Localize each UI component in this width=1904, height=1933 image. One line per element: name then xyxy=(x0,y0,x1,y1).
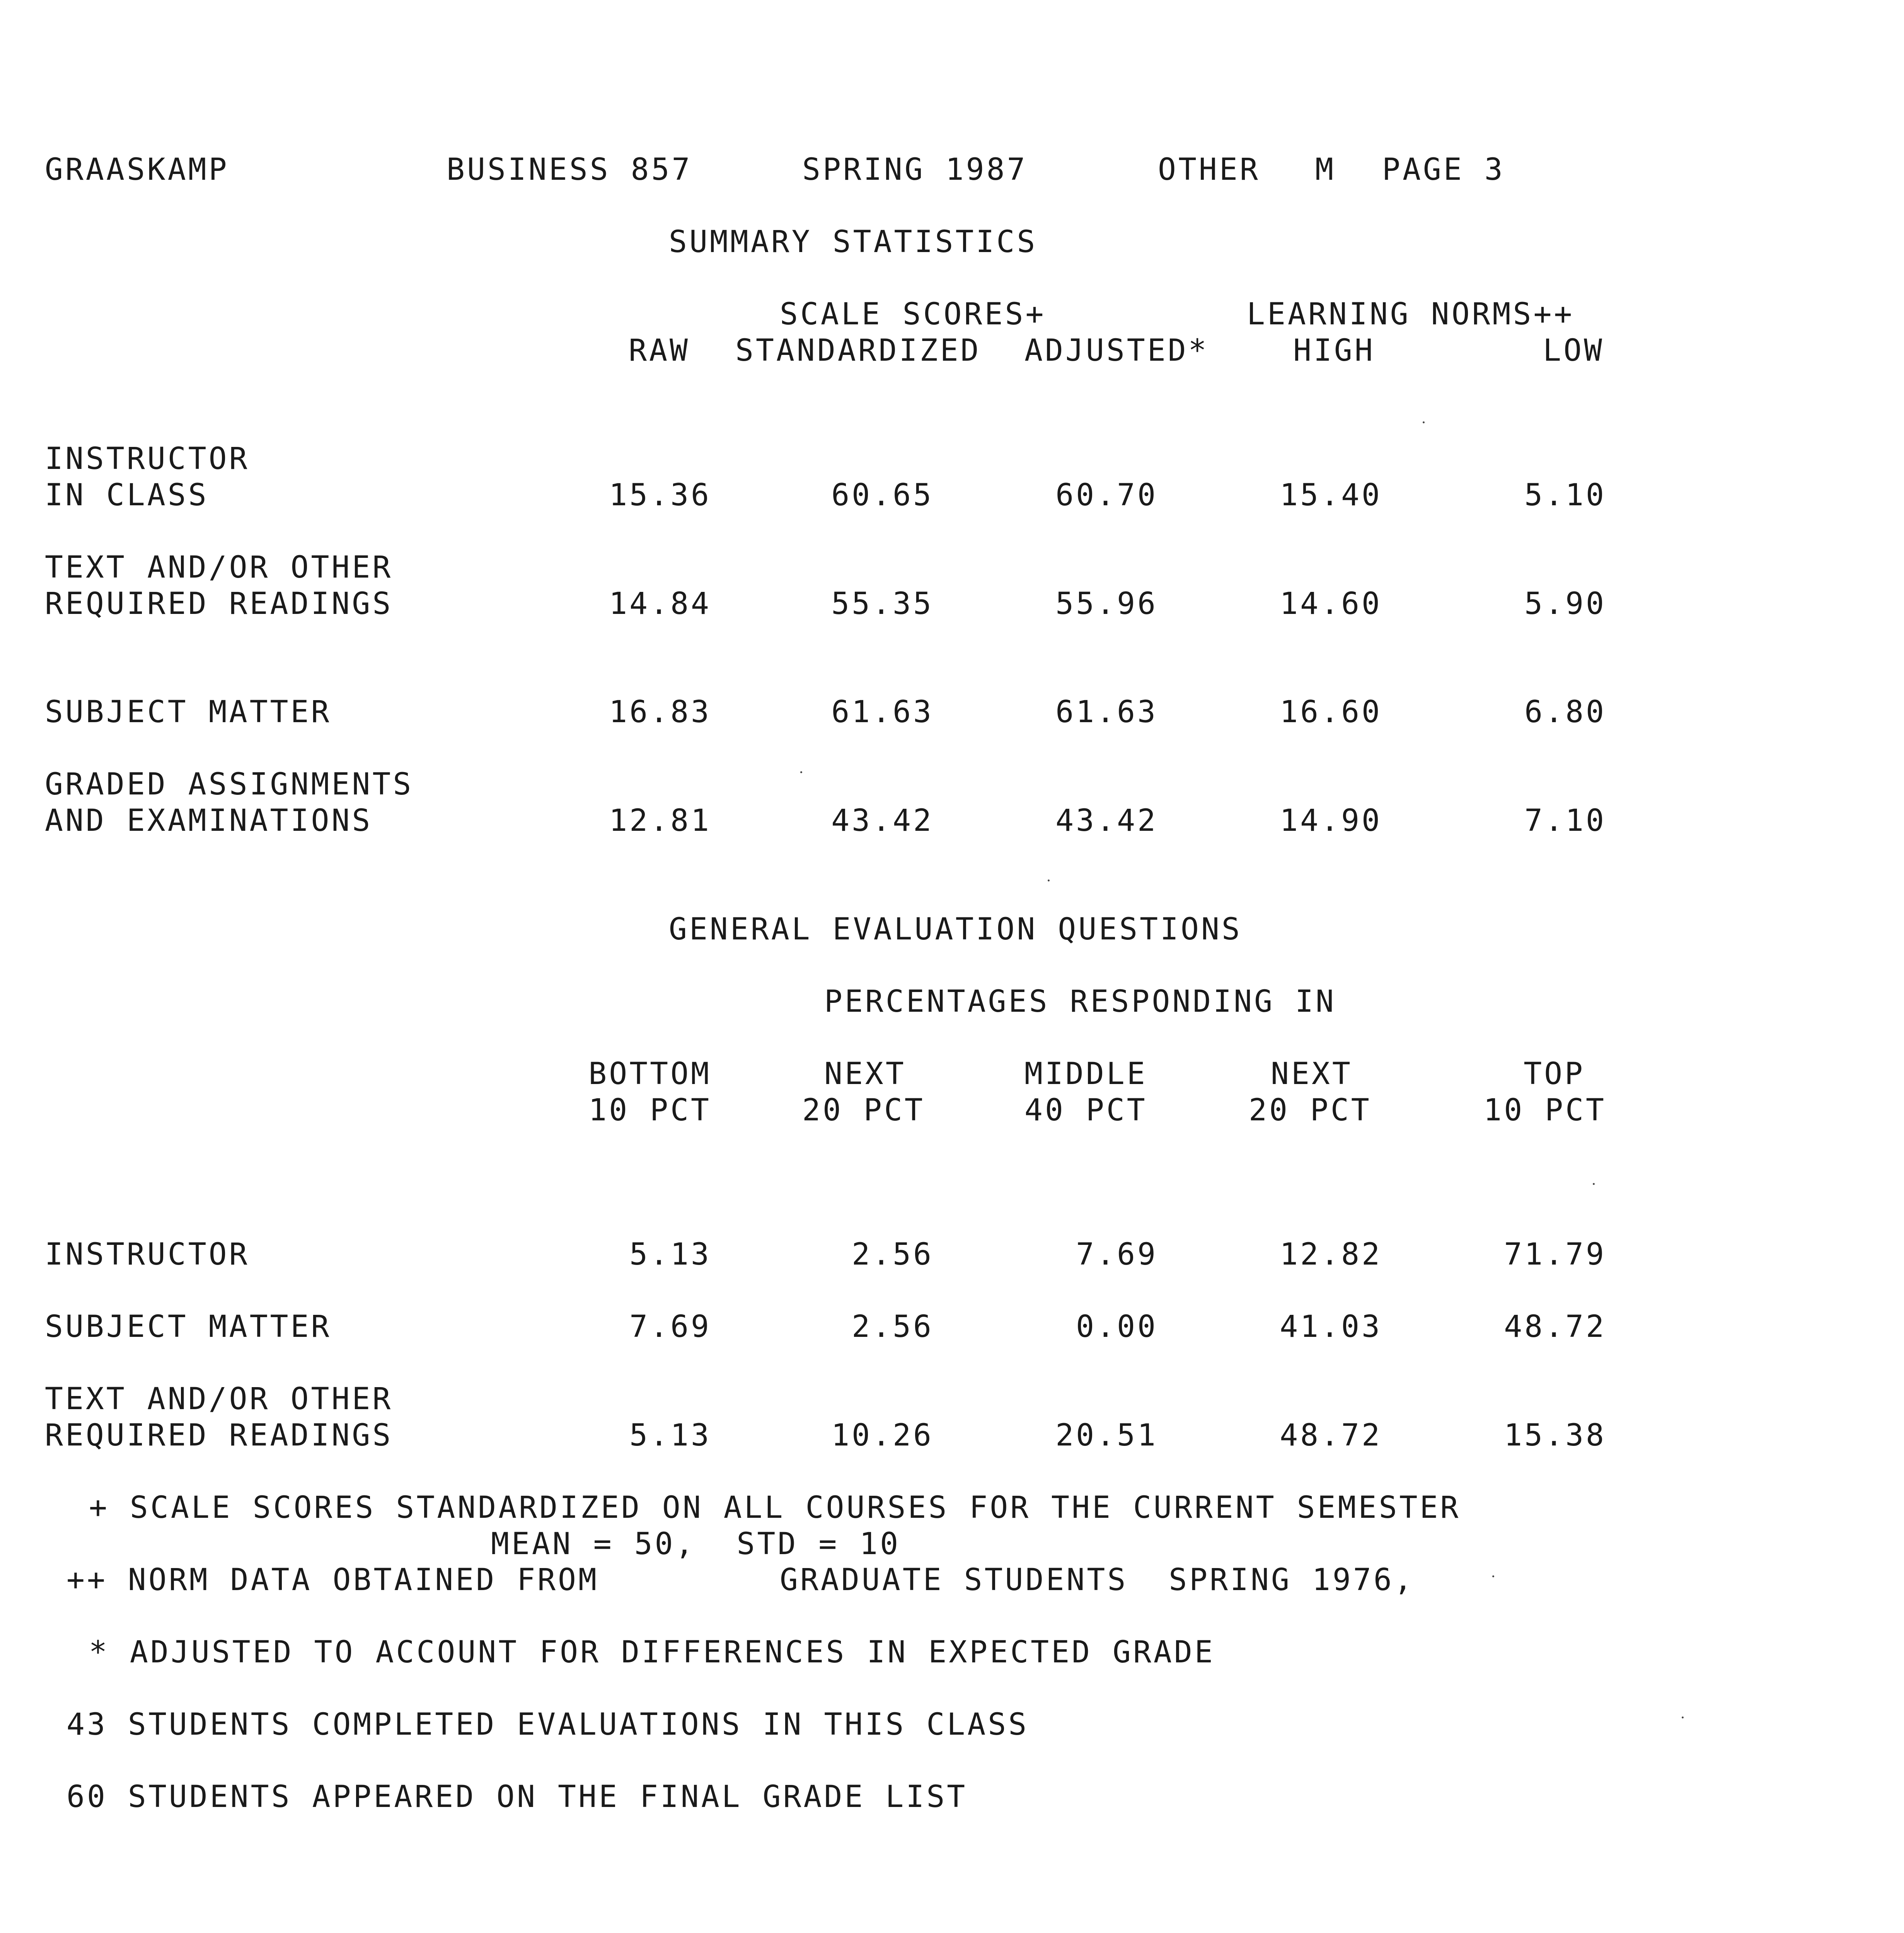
general-subtitle: PERCENTAGES RESPONDING IN xyxy=(824,984,1336,1019)
general-row-label: SUBJECT MATTER xyxy=(45,1309,332,1344)
general-value: 12.82 xyxy=(1280,1237,1382,1272)
general-value: 48.72 xyxy=(1280,1418,1382,1453)
general-value: 5.13 xyxy=(629,1237,711,1272)
summary-value: 15.36 xyxy=(609,478,711,513)
summary-row-label: TEXT AND/OR OTHER xyxy=(45,550,393,585)
scan-speck xyxy=(1423,421,1425,423)
summary-value: 61.63 xyxy=(1055,695,1158,730)
summary-title: SUMMARY STATISTICS xyxy=(669,225,1038,259)
scale-scores-group-header: SCALE SCORES+ xyxy=(780,297,1046,332)
summary-row-label: INSTRUCTOR xyxy=(45,441,250,476)
general-value: 20.51 xyxy=(1055,1418,1158,1453)
general-value: 48.72 xyxy=(1504,1309,1606,1344)
code: M xyxy=(1315,152,1336,187)
scan-speck xyxy=(1682,1717,1684,1718)
summary-value: 16.60 xyxy=(1280,695,1382,730)
summary-value: 60.65 xyxy=(831,478,934,513)
scan-speck xyxy=(1048,880,1050,881)
general-row-label: TEXT AND/OR OTHER xyxy=(45,1382,393,1417)
col-header-top: TOP xyxy=(1524,1057,1585,1091)
scan-speck xyxy=(800,771,802,773)
general-value: 2.56 xyxy=(852,1309,934,1344)
summary-row-label: AND EXAMINATIONS xyxy=(45,803,373,838)
general-value: 7.69 xyxy=(629,1309,711,1344)
general-value: 41.03 xyxy=(1280,1309,1382,1344)
col-header-next-upper: NEXT xyxy=(1271,1057,1353,1091)
summary-value: 7.10 xyxy=(1524,803,1606,838)
col-header-next-lower: 20 PCT xyxy=(802,1093,925,1128)
scan-speck xyxy=(1593,1183,1595,1185)
general-value: 2.56 xyxy=(852,1237,934,1272)
course-number: BUSINESS 857 xyxy=(447,152,692,187)
summary-value: 12.81 xyxy=(609,803,711,838)
general-value: 7.69 xyxy=(1076,1237,1158,1272)
category: OTHER xyxy=(1158,152,1260,187)
col-header-bottom: 10 PCT xyxy=(588,1093,711,1128)
norm-footnote-source: GRADUATE STUDENTS SPRING 1976, xyxy=(780,1563,1415,1597)
summary-value: 60.70 xyxy=(1055,478,1158,513)
summary-value: 16.83 xyxy=(609,695,711,730)
summary-row-label: REQUIRED READINGS xyxy=(45,586,393,621)
norm-footnote: ++ NORM DATA OBTAINED FROM xyxy=(66,1563,599,1597)
summary-row-label: SUBJECT MATTER xyxy=(45,695,332,730)
col-header-bottom: BOTTOM xyxy=(588,1057,711,1091)
col-header-raw: RAW xyxy=(629,333,690,368)
general-value: 71.79 xyxy=(1504,1237,1606,1272)
general-value: 0.00 xyxy=(1076,1309,1158,1344)
col-header-middle: MIDDLE xyxy=(1024,1057,1147,1091)
summary-value: 15.40 xyxy=(1280,478,1382,513)
col-header-next-lower: NEXT xyxy=(824,1057,906,1091)
summary-row-label: IN CLASS xyxy=(45,478,209,513)
summary-value: 14.84 xyxy=(609,586,711,621)
col-header-middle: 40 PCT xyxy=(1024,1093,1147,1128)
scale-footnote: + SCALE SCORES STANDARDIZED ON ALL COURSES FOR THE CURRENT SEMESTER xyxy=(89,1490,1461,1525)
appeared-count: 60 STUDENTS APPEARED ON THE FINAL GRADE LIST xyxy=(66,1780,968,1814)
adjusted-footnote: * ADJUSTED TO ACCOUNT FOR DIFFERENCES IN EXPECTED GRADE xyxy=(89,1635,1215,1670)
summary-row-label: GRADED ASSIGNMENTS xyxy=(45,767,414,802)
general-row-label: INSTRUCTOR xyxy=(45,1237,250,1272)
scale-footnote-stats: MEAN = 50, STD = 10 xyxy=(491,1527,901,1561)
general-value: 10.26 xyxy=(831,1418,934,1453)
summary-value: 5.90 xyxy=(1524,586,1606,621)
general-row-label: REQUIRED READINGS xyxy=(45,1418,393,1453)
col-header-top: 10 PCT xyxy=(1483,1093,1606,1128)
summary-value: 5.10 xyxy=(1524,478,1606,513)
col-header-low: LOW xyxy=(1543,333,1604,368)
general-title: GENERAL EVALUATION QUESTIONS xyxy=(669,912,1242,947)
summary-value: 6.80 xyxy=(1524,695,1606,730)
col-header-adjusted: ADJUSTED* xyxy=(1024,333,1209,368)
col-header-standardized: STANDARDIZED xyxy=(735,333,981,368)
completed-count: 43 STUDENTS COMPLETED EVALUATIONS IN THIS CLASS xyxy=(66,1707,1029,1742)
summary-value: 55.96 xyxy=(1055,586,1158,621)
learning-norms-group-header: LEARNING NORMS++ xyxy=(1247,297,1575,332)
summary-value: 43.42 xyxy=(1055,803,1158,838)
col-header-next-upper: 20 PCT xyxy=(1249,1093,1372,1128)
summary-value: 14.90 xyxy=(1280,803,1382,838)
term: SPRING 1987 xyxy=(802,152,1028,187)
general-value: 15.38 xyxy=(1504,1418,1606,1453)
col-header-high: HIGH xyxy=(1293,333,1375,368)
summary-value: 61.63 xyxy=(831,695,934,730)
page-number: PAGE 3 xyxy=(1382,152,1505,187)
summary-value: 14.60 xyxy=(1280,586,1382,621)
summary-value: 43.42 xyxy=(831,803,934,838)
scan-speck xyxy=(1492,1575,1494,1577)
general-value: 5.13 xyxy=(629,1418,711,1453)
summary-value: 55.35 xyxy=(831,586,934,621)
instructor-name: GRAASKAMP xyxy=(45,152,229,187)
